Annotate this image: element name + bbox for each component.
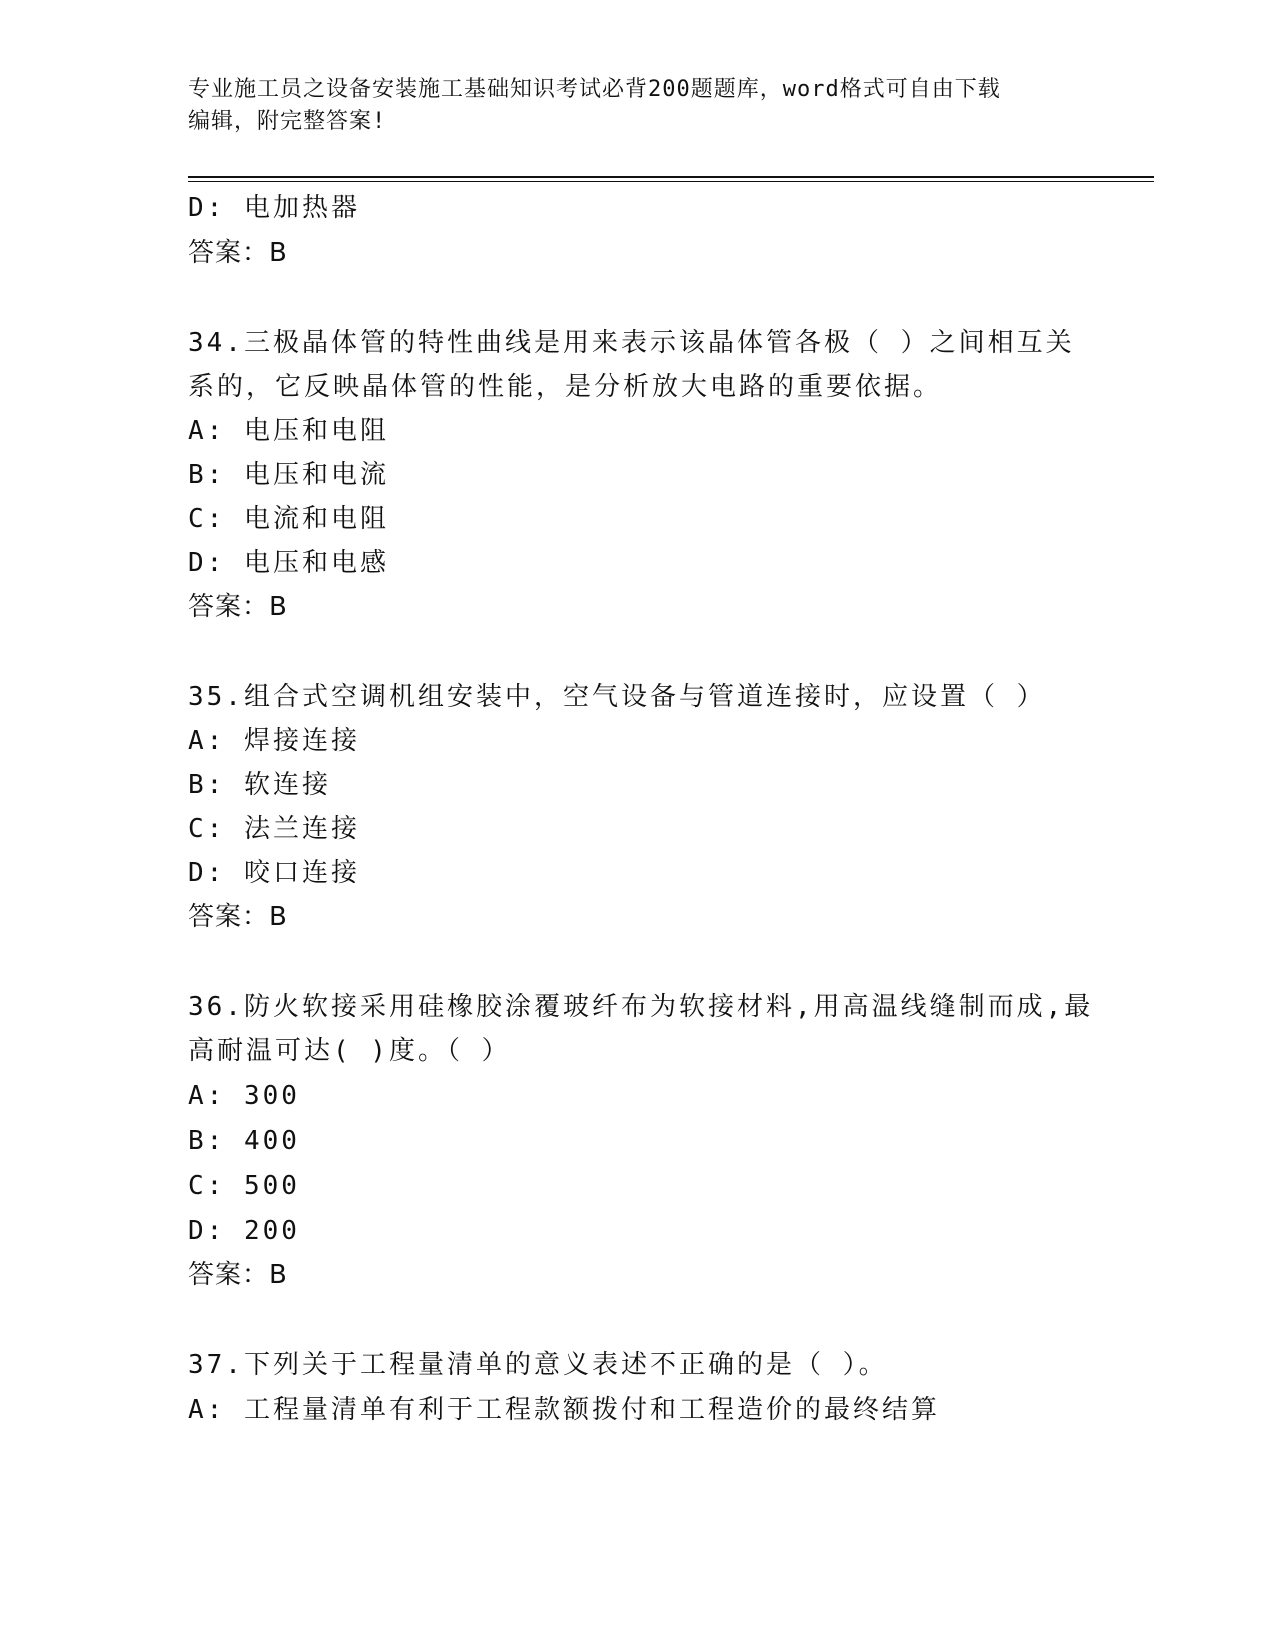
document-header xyxy=(188,74,1088,138)
q36-option-d: D: 200 xyxy=(188,1216,300,1246)
q35-option-d: D: 咬口连接 xyxy=(188,858,360,888)
q36-stem-line-1: 36.防火软接采用硅橡胶涂覆玻纤布为软接材料,用高温线缝制而成,最 xyxy=(188,992,1094,1022)
header-title-line-1: 专业施工员之设备安装施工基础知识考试必背200题题库，word格式可自由下载 xyxy=(188,77,1001,102)
q35-option-b: B: 软连接 xyxy=(188,770,331,800)
q36-answer: 答案：B xyxy=(188,1260,288,1290)
q35-option-c: C: 法兰连接 xyxy=(188,814,360,844)
header-divider-thick xyxy=(188,176,1154,178)
q35-stem-line-1: 35.组合式空调机组安装中，空气设备与管道连接时，应设置（ ） xyxy=(188,682,1046,712)
q34-option-a: A: 电压和电阻 xyxy=(188,416,389,446)
q34-option-c: C: 电流和电阻 xyxy=(188,504,389,534)
q34-stem-line-1: 34.三极晶体管的特性曲线是用来表示该晶体管各极（ ）之间相互关 xyxy=(188,328,1075,358)
q34-option-d: D: 电压和电感 xyxy=(188,548,389,578)
q33-answer: 答案：B xyxy=(188,238,288,268)
q34-stem-line-2: 系的，它反映晶体管的性能，是分析放大电路的重要依据。 xyxy=(188,372,943,402)
q35-option-a: A: 焊接连接 xyxy=(188,726,360,756)
header-title-line-2: 编辑，附完整答案! xyxy=(188,109,387,134)
q34-option-b: B: 电压和电流 xyxy=(188,460,389,490)
q37-stem-line-1: 37.下列关于工程量清单的意义表述不正确的是（ ）。 xyxy=(188,1350,888,1380)
q34-answer: 答案：B xyxy=(188,592,288,622)
header-divider-thin xyxy=(188,181,1154,182)
q35-answer: 答案：B xyxy=(188,902,288,932)
q36-stem-line-2: 高耐温可达( )度。（ ） xyxy=(188,1036,511,1066)
q37-option-a: A: 工程量清单有利于工程款额拨付和工程造价的最终结算 xyxy=(188,1395,940,1425)
q36-option-a: A: 300 xyxy=(188,1081,300,1111)
q33-option-d: D: 电加热器 xyxy=(188,193,360,223)
q36-option-c: C: 500 xyxy=(188,1171,300,1201)
q36-option-b: B: 400 xyxy=(188,1126,300,1156)
